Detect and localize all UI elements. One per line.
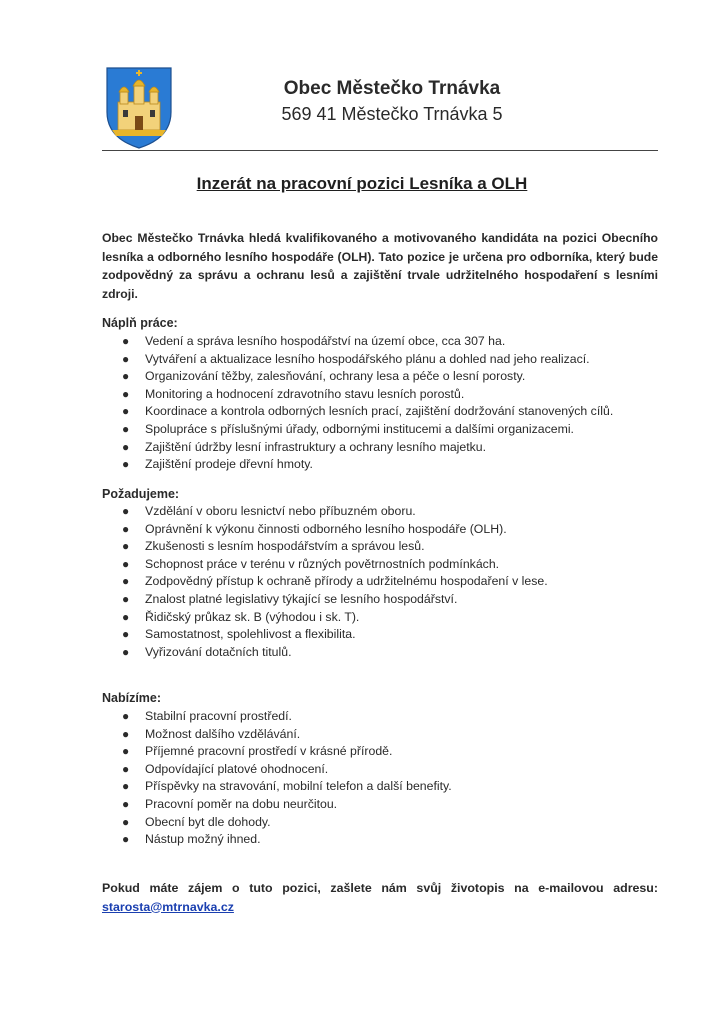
bullet-icon: ●: [122, 521, 130, 536]
bullet-icon: ●: [122, 627, 130, 642]
bullet-icon: ●: [122, 574, 130, 589]
requirements-list: [102, 503, 662, 661]
bullet-icon: ●: [122, 439, 130, 454]
list-item: ● Schopnost práce v terénu v různých povětrnostních podmínkách.: [102, 556, 662, 574]
offer-list: [102, 708, 662, 849]
bullet-icon: ●: [122, 334, 130, 348]
bullet-icon: ●: [122, 832, 130, 847]
list-item: ● Organizování těžby, zalesňování, ochrany lesa a péče o lesní porosty.: [102, 368, 662, 386]
list-item: ● Spolupráce s příslušnými úřady, odbornými institucemi a dalšími organizacemi.: [102, 421, 662, 439]
list-item: ● Možnost dalšího vzdělávání.: [102, 726, 662, 744]
bullet-icon: ●: [122, 761, 130, 776]
list-item: ● Koordinace a kontrola odborných lesních prací, zajištění dodržování stanovených cílů.: [102, 403, 662, 421]
bullet-icon: ●: [122, 539, 130, 554]
list-item: ● Monitoring a hodnocení zdravotního stavu lesních porostů.: [102, 386, 662, 404]
bullet-icon: ●: [122, 796, 130, 811]
list-item: ● Odpovídající platové ohodnocení.: [102, 761, 662, 779]
bullet-icon: ●: [122, 386, 130, 401]
closing-paragraph: [102, 879, 658, 916]
duties-list: [102, 333, 662, 474]
list-item: ● Vedení a správa lesního hospodářství na území obce, cca 307 ha.: [102, 333, 662, 351]
bullet-icon: ●: [122, 744, 130, 759]
list-item: ● Příspěvky na stravování, mobilní telefon a další benefity.: [102, 778, 662, 796]
header-divider: [102, 150, 658, 151]
closing-text: Pokud máte zájem o tuto pozici, zašlete nám svůj životopis na e-mailovou adresu:: [102, 881, 658, 895]
intro-paragraph: Obec Městečko Trnávka hledá kvalifikovaného a motivovaného kandidáta na pozici Obecního lesníka a odborného lesního hospodáře (OLH). Tato pozice je určena pro odborníka, který bude zodpovědný za správu a ochranu lesů a zajištění trvale udržitelného hospodaření s lesními zdroji.: [102, 231, 658, 301]
bullet-icon: ●: [122, 709, 130, 723]
bullet-icon: ●: [122, 351, 130, 366]
bullet-icon: ●: [122, 369, 130, 384]
bullet-icon: ●: [122, 591, 130, 606]
bullet-icon: ●: [122, 421, 130, 436]
section-heading-offer: Nabízíme:: [102, 691, 162, 705]
section-heading-requirements: Požadujeme:: [102, 487, 180, 501]
list-item: ● Znalost platné legislativy týkající se lesního hospodářství.: [102, 591, 662, 609]
list-item: ● Samostatnost, spolehlivost a flexibilita.: [102, 626, 662, 644]
list-item: ● Zkušenosti s lesním hospodářstvím a správou lesů.: [102, 538, 662, 556]
list-item: ● Řidičský průkaz sk. B (výhodou i sk. T).: [102, 609, 662, 627]
bullet-icon: ●: [122, 504, 130, 518]
list-item: ● Zajištění údržby lesní infrastruktury a ochrany lesního majetku.: [102, 439, 662, 457]
list-item: ● Zajištění prodeje dřevní hmoty.: [102, 456, 662, 474]
bullet-icon: ●: [122, 609, 130, 624]
contact-email-link[interactable]: starosta@mtrnavka.cz: [102, 899, 234, 914]
bullet-icon: ●: [122, 814, 130, 829]
list-item: ● Zodpovědný přístup k ochraně přírody a udržitelnému hospodaření v lese.: [102, 573, 662, 591]
list-item: ● Vzdělání v oboru lesnictví nebo příbuzném oboru.: [102, 503, 662, 521]
bullet-icon: ●: [122, 457, 130, 472]
list-item: ● Příjemné pracovní prostředí v krásné přírodě.: [102, 743, 662, 761]
section-heading-duties: Náplň práce:: [102, 316, 178, 330]
municipality-name: Obec Městečko Trnávka: [283, 78, 501, 99]
bullet-icon: ●: [122, 556, 130, 571]
coat-of-arms-icon: [104, 64, 174, 150]
list-item: ● Obecní byt dle dohody.: [102, 814, 662, 832]
document-title: Inzerát na pracovní pozici Lesníka a OLH: [196, 174, 528, 193]
bullet-icon: ●: [122, 644, 130, 659]
list-item: ● Nástup možný ihned.: [102, 831, 662, 849]
bullet-icon: ●: [122, 404, 130, 419]
list-item: ● Stabilní pracovní prostředí.: [102, 708, 662, 726]
list-item: ● Oprávnění k výkonu činnosti odborného lesního hospodáře (OLH).: [102, 521, 662, 539]
list-item: ● Vyřizování dotačních titulů.: [102, 644, 662, 662]
municipality-address: 569 41 Městečko Trnávka 5: [281, 104, 503, 124]
bullet-icon: ●: [122, 779, 130, 794]
list-item: ● Pracovní poměr na dobu neurčitou.: [102, 796, 662, 814]
list-item: ● Vytváření a aktualizace lesního hospodářského plánu a dohled nad jeho realizací.: [102, 351, 662, 369]
bullet-icon: ●: [122, 726, 130, 741]
